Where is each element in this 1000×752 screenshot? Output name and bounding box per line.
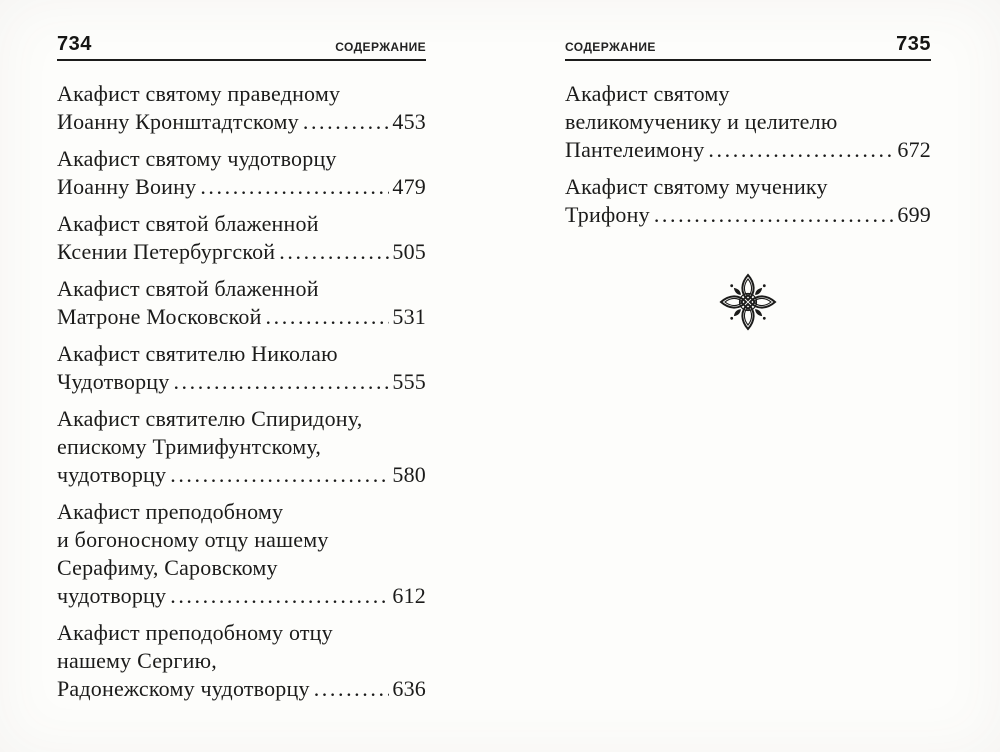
entry-last-line bbox=[57, 108, 426, 136]
dot-leader bbox=[654, 201, 895, 229]
toc-entry bbox=[57, 145, 426, 201]
entry-page-number: 636 bbox=[392, 676, 426, 701]
toc-left-column bbox=[57, 80, 426, 703]
entry-line: Акафист святой блаженной bbox=[57, 276, 319, 301]
entry-page-number: 699 bbox=[897, 202, 931, 227]
entry-line: Акафист святой блаженной bbox=[57, 211, 319, 236]
toc-entry bbox=[57, 275, 426, 331]
entry-title: Чудотворцу bbox=[57, 369, 170, 394]
celtic-knot-icon bbox=[719, 273, 777, 331]
toc-entry bbox=[565, 173, 931, 229]
entry-last-line bbox=[57, 238, 426, 266]
entry-line: Акафист святому мученику bbox=[565, 174, 828, 199]
entry-title: Радонежскому чудотворцу bbox=[57, 676, 310, 701]
page-number: 734 bbox=[57, 33, 92, 55]
toc-entry bbox=[57, 405, 426, 489]
page-header bbox=[57, 34, 426, 61]
entry-title: Ксении Петербургской bbox=[57, 239, 276, 264]
entry-title: Трифону bbox=[565, 202, 650, 227]
page-735 bbox=[565, 34, 931, 331]
dot-leader bbox=[314, 675, 390, 703]
entry-line: Серафиму, Саровскому bbox=[57, 555, 278, 580]
entry-last-line bbox=[57, 303, 426, 331]
page-header bbox=[565, 34, 931, 61]
entry-line: нашему Сергию, bbox=[57, 648, 217, 673]
entry-page-number: 612 bbox=[392, 583, 426, 608]
entry-page-number: 479 bbox=[392, 174, 426, 199]
entry-line: епискому Тримифунтскому, bbox=[57, 434, 322, 459]
entry-line: Акафист преподобному отцу bbox=[57, 620, 333, 645]
toc-entry bbox=[57, 80, 426, 136]
entry-page-number: 555 bbox=[392, 369, 426, 394]
page-number: 735 bbox=[896, 33, 931, 55]
dot-leader bbox=[303, 108, 390, 136]
entry-line: великомученику и целителю bbox=[565, 109, 838, 134]
entry-line: Акафист святому праведному bbox=[57, 81, 341, 106]
section-end-ornament bbox=[565, 273, 931, 331]
dot-leader bbox=[173, 368, 389, 396]
entry-title: чудотворцу bbox=[57, 583, 167, 608]
entry-line: Акафист преподобному bbox=[57, 499, 284, 524]
toc-right-column bbox=[565, 80, 931, 331]
entry-title: чудотворцу bbox=[57, 462, 167, 487]
dot-leader bbox=[279, 238, 389, 266]
entry-line: Акафист святителю Спиридону, bbox=[57, 406, 363, 431]
entry-title: Иоанну Кронштадтскому bbox=[57, 109, 299, 134]
dot-leader bbox=[266, 303, 390, 331]
entry-last-line bbox=[57, 582, 426, 610]
entry-page-number: 531 bbox=[392, 304, 426, 329]
entry-page-number: 505 bbox=[392, 239, 426, 264]
entry-page-number: 453 bbox=[392, 109, 426, 134]
dot-leader bbox=[170, 582, 389, 610]
entry-page-number: 672 bbox=[897, 137, 931, 162]
entry-title: Иоанну Воину bbox=[57, 174, 197, 199]
entry-last-line bbox=[57, 368, 426, 396]
entry-page-number: 580 bbox=[392, 462, 426, 487]
entry-line: Акафист святому bbox=[565, 81, 730, 106]
entry-title: Матроне Московской bbox=[57, 304, 262, 329]
entry-title: Пантелеимону bbox=[565, 137, 705, 162]
entry-line: и богоносному отцу нашему bbox=[57, 527, 329, 552]
entry-last-line bbox=[565, 201, 931, 229]
toc-entry bbox=[57, 498, 426, 610]
running-title: СОДЕРЖАНИЕ bbox=[335, 40, 426, 54]
entry-last-line bbox=[57, 173, 426, 201]
entry-last-line bbox=[57, 461, 426, 489]
toc-entry bbox=[565, 80, 931, 164]
entry-last-line bbox=[565, 136, 931, 164]
dot-leader bbox=[170, 461, 389, 489]
dot-leader bbox=[708, 136, 894, 164]
page-734 bbox=[57, 34, 426, 712]
running-title: СОДЕРЖАНИЕ bbox=[565, 40, 656, 54]
dot-leader bbox=[200, 173, 389, 201]
toc-entry bbox=[57, 340, 426, 396]
toc-entry bbox=[57, 619, 426, 703]
entry-line: Акафист святителю Николаю bbox=[57, 341, 338, 366]
toc-entry bbox=[57, 210, 426, 266]
entry-last-line bbox=[57, 675, 426, 703]
entry-line: Акафист святому чудотворцу bbox=[57, 146, 337, 171]
